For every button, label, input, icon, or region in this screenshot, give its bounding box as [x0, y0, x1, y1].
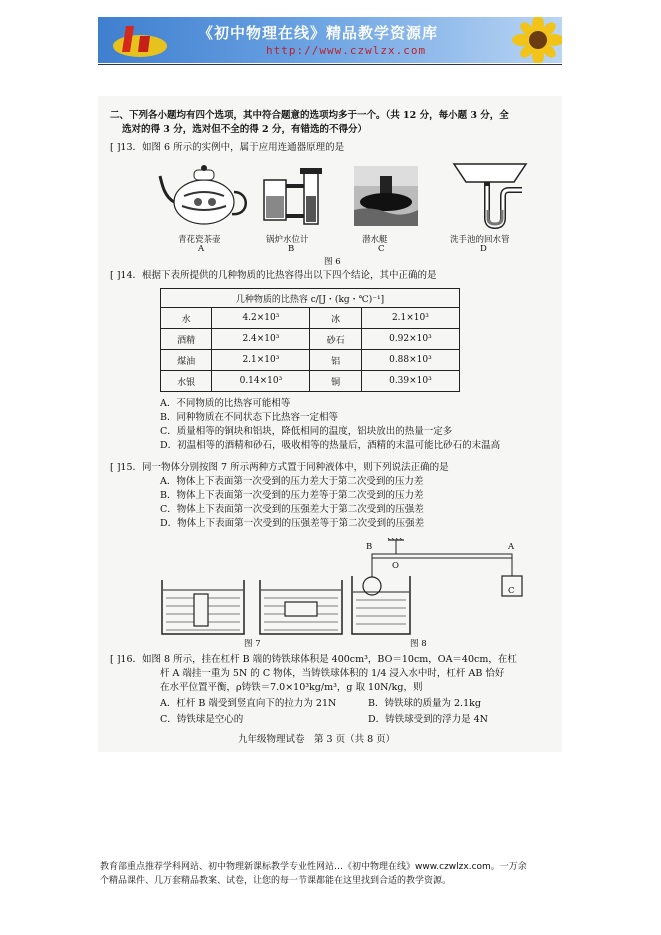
figure-8-lever-diagram	[348, 538, 534, 638]
table-cell: 酒精	[161, 329, 212, 350]
site-footer-line1: 教育部重点推荐学科网站、初中物理新课标教学专业性网站…《初中物理在线》www.czwlzx.com。一万余	[100, 862, 527, 872]
q14-option-a: A．不同物质的比热容可能相等	[160, 398, 291, 409]
q13-caption-c-name: 潜水艇	[362, 235, 388, 245]
q14-stem: [ ]14．根据下表所提供的几种物质的比热容得出以下四个结论，其中正确的是	[110, 270, 437, 281]
figure-6-label: 图 6	[324, 257, 341, 267]
sink-trap-figure	[448, 160, 532, 230]
lever-point-b: B	[366, 542, 373, 552]
exam-page-number: 九年级物理试卷 第 3 页（共 8 页）	[238, 734, 396, 745]
banner-url[interactable]: http://www.czwlzx.com	[266, 44, 427, 57]
q16-option-d: D．铸铁球受到的浮力是 4N	[368, 714, 488, 725]
table-row	[161, 329, 460, 350]
q13-caption-a-letter: A	[198, 244, 205, 254]
beaker-horizontal-block	[260, 580, 342, 634]
q16-option-a: A．杠杆 B 端受到竖直向下的拉力为 21N	[160, 698, 337, 709]
figure-7-label: 图 7	[244, 639, 261, 649]
site-footer	[100, 860, 527, 888]
q13-caption-d-name: 洗手池的回水管	[450, 235, 510, 245]
table-row	[161, 350, 460, 371]
q14-option-d: D．初温相等的酒精和砂石，吸收相等的热量后，酒精的末温可能比砂石的末温高	[160, 440, 501, 451]
site-logo	[110, 22, 170, 60]
table-cell: 水	[161, 308, 212, 329]
figure-7-diagram	[160, 576, 346, 636]
table-cell: 砂石	[310, 329, 361, 350]
q15-option-a: A．物体上下表面第一次受到的压力差大于第二次受到的压力差	[160, 476, 424, 487]
beaker-vertical-block	[162, 580, 244, 634]
q16-line2: 杆 A 端挂一重为 5N 的 C 物体，当铸铁球体积的 1/4 浸入水中时，杠杆 AB 恰好	[160, 668, 505, 679]
table-cell: 水银	[161, 371, 212, 392]
sunflower-icon	[508, 17, 562, 63]
q13-caption-b-name: 锅炉水位计	[266, 235, 309, 245]
exam-page-scan	[98, 96, 562, 752]
table-cell: 2.1×10³	[212, 350, 310, 371]
site-footer-line2: 个精品课件、几万套精品教案、试卷，让您的每一节课都能在这里找到合适的教学资源。	[100, 876, 452, 886]
table-cell: 冰	[310, 308, 361, 329]
section-heading-line2: 选对的得 3 分，选对但不全的得 2 分，有错选的不得分）	[122, 124, 367, 135]
q15-option-c: C．物体上下表面第一次受到的压强差大于第二次受到的压强差	[160, 504, 424, 515]
teapot-figure	[158, 162, 254, 228]
table-cell: 铜	[310, 371, 361, 392]
section-heading-line1: 二、下列各小题均有四个选项，其中符合题意的选项均多于一个。（共 12 分，每小题 3 分，全	[110, 110, 509, 121]
q13-caption-c-letter: C	[378, 244, 385, 254]
table-cell: 0.88×10³	[361, 350, 459, 371]
lever-point-a: A	[508, 542, 515, 552]
q15-option-d: D．物体上下表面第一次受到的压强差等于第二次受到的压强差	[160, 518, 425, 529]
banner-title: 《初中物理在线》精品教学资源库	[198, 24, 439, 42]
table-cell: 铝	[310, 350, 361, 371]
table-cell: 0.14×10³	[212, 371, 310, 392]
q16-option-b: B．铸铁球的质量为 2.1kg	[368, 698, 481, 709]
q13-caption-a-name: 青花瓷茶壶	[178, 235, 221, 245]
q15-option-b: B．物体上下表面第一次受到的压力差等于第二次受到的压力差	[160, 490, 424, 501]
q15-stem: [ ]15．同一物体分别按图 7 所示两种方式置于同种液体中，则下列说法正确的是	[110, 462, 449, 473]
boiler-gauge-figure	[260, 166, 324, 226]
table-row	[161, 371, 460, 392]
table-cell: 0.92×10³	[361, 329, 459, 350]
lever-point-o: O	[392, 561, 399, 571]
q14-option-c: C．质量相等的铜块和铝块，降低相同的温度，铝块放出的热量一定多	[160, 426, 453, 437]
figure-8-label: 图 8	[410, 639, 427, 649]
q14-option-b: B．同种物质在不同状态下比热容一定相等	[160, 412, 338, 423]
banner-divider	[98, 64, 562, 65]
q13-caption-b-letter: B	[288, 244, 295, 254]
q13-stem: [ ]13．如图 6 所示的实例中，属于应用连通器原理的是	[110, 142, 345, 153]
q16-line1: [ ]16．如图 8 所示，挂在杠杆 B 端的铸铁球体积是 400cm³，BO＝10cm，OA＝40cm，在杠	[110, 654, 517, 665]
specific-heat-table	[160, 288, 460, 392]
table-row	[161, 308, 460, 329]
table-cell: 0.39×10³	[361, 371, 459, 392]
submarine-figure	[354, 166, 418, 226]
q16-option-c: C．铸铁球是空心的	[160, 714, 244, 725]
header-banner	[98, 17, 562, 63]
table-header-row	[161, 289, 460, 308]
table-cell: 4.2×10³	[212, 308, 310, 329]
table-cell: 2.4×10³	[212, 329, 310, 350]
table-cell: 2.1×10³	[361, 308, 459, 329]
q13-caption-d-letter: D	[480, 244, 487, 254]
table-header: 几种物质的比热容 c/[J・(kg・℃)⁻¹]	[161, 289, 460, 308]
q16-line3: 在水平位置平衡，ρ铸铁＝7.0×10³kg/m³，g 取 10N/kg，则	[160, 682, 423, 693]
table-cell: 煤油	[161, 350, 212, 371]
lever-point-c: C	[508, 586, 515, 596]
